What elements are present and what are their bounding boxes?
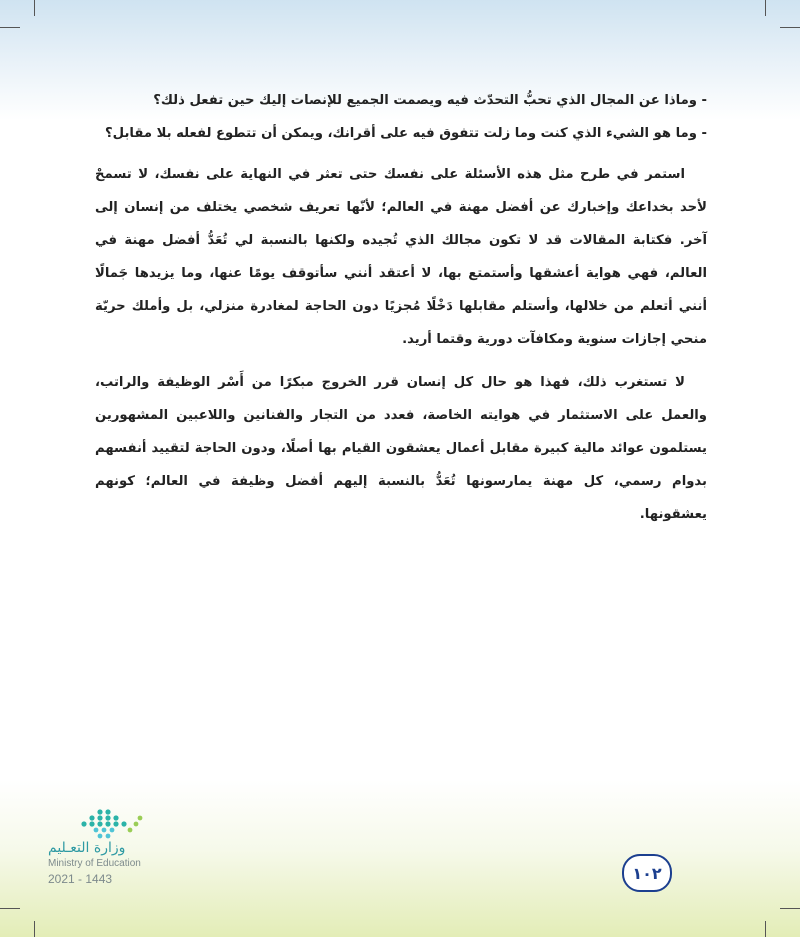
- page-number: ١٠٢: [622, 854, 672, 892]
- crop-mark-br-v: [765, 921, 766, 937]
- crop-mark-tl-h: [0, 27, 20, 28]
- crop-mark-bl-v: [34, 921, 35, 937]
- paragraph-1: استمر في طرح مثل هذه الأسئلة على نفسك حتى تعثر في النهاية على نفسك، لا تسمحْ لأحد بخداعك وإخبارك عن أفضل مهنة في العالم؛ لأنّها تعريف شخصي يختلف من إنسان إلى آخر. فكتابة المقالات قد لا تكون مجالك الذي تُجيده ولكنها بالنسبة لي تُعَدُّ أفضل مهنة في العالم، فهي هواية أعشقها وأستمتع بها، لا أعتقد أنني سأتوقف يومًا عنها، وما يزيدها جَمالًا أنني أتعلم من خلالها، وأستلم مقابلها دَخْلًا مُجزيًا دون الحاجة لمغادرة منزلي، بل وأملك حريّة منحي إجازات سنوية ومكافآت دورية وقتما أريد.: [95, 167, 707, 347]
- page-body: [95, 84, 707, 531]
- question-1: - وماذا عن المجال الذي تحبُّ التحدّث فيه ويصمت الجميع للإنصات إليك حين تفعل ذلك؟: [153, 93, 707, 108]
- crop-mark-bl-h: [0, 908, 20, 909]
- ministry-name-arabic: وزارة التعـليم: [48, 840, 126, 856]
- question-2: - وما هو الشيء الذي كنت وما زلت تتفوق فيه على أقرانك، ويمكن أن تتطوع لفعله بلا مقابل؟: [105, 126, 707, 141]
- edition-year: 2021 - 1443: [48, 872, 113, 886]
- crop-mark-tl-v: [34, 0, 35, 16]
- crop-mark-br-h: [780, 908, 800, 909]
- crop-mark-tr-v: [765, 0, 766, 16]
- crop-mark-tr-h: [780, 27, 800, 28]
- ministry-name-english: Ministry of Education: [48, 858, 141, 869]
- paragraph-2: لا تستغرب ذلك، فهذا هو حال كل إنسان قرر الخروج مبكرًا من أَسْر الوظيفة والراتب، والعمل على الاستثمار في هوايته الخاصة، فعدد من التجار والفنانين واللاعبين المشهورين يستلمون عوائد مالية كبيرة مقابل أعمال يعشقون القيام بها أصلًا، ودون الحاجة لتقييد أنفسهم بدوام رسمي، كل مهنة يمارسونها تُعَدُّ بالنسبة إليهم أفضل وظيفة في العالم؛ كونهم يعشقونها.: [95, 375, 707, 522]
